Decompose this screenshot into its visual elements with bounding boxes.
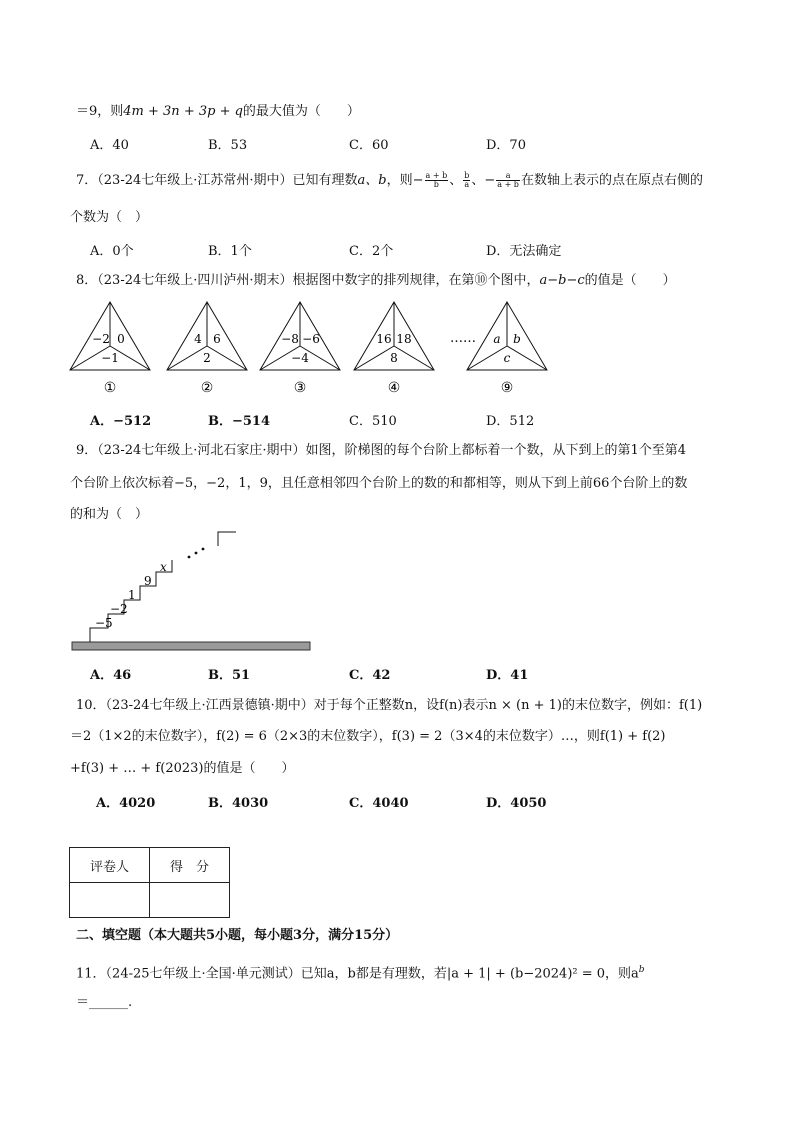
q8-option-d[interactable]: D．512 [486,414,535,429]
q9-step-5: x [160,560,167,574]
q8-t9-left: a [493,332,501,346]
q7-stem-line2: 个数为（ ） [70,210,149,225]
section-2-heading: 二、填空题（本大题共5小题，每小题3分，满分15分） [76,928,399,943]
q9-stem-line1: 9．（23-24七年级上·河北石家庄·期中）如图，阶梯图的每个台阶上都标着一个数，从下到上的第1个至第4 [76,443,687,458]
q10-option-d[interactable]: D．4050 [486,796,547,811]
q6-option-d[interactable]: D．70 [486,138,526,153]
score-table [69,847,230,918]
score-table-grader-cell[interactable] [70,883,150,918]
q7-stem: 7．（23-24七年级上·江苏常州·期中）已知有理数a、b，则− $\frac{a + b}{b}$ 、 $\frac{b}{a}$ 、− $\frac{a}{a + b}$ 在数轴上表示的点在原点右侧的 [76,171,703,189]
q8-t1-left: −2 [92,332,110,346]
q8-t1-right: 0 [117,332,125,346]
q8-option-b[interactable]: B．−514 [208,414,271,429]
q9-option-b[interactable]: B．51 [208,668,251,683]
q9-option-c[interactable]: C．42 [349,668,391,683]
q6-option-a[interactable]: A．40 [90,138,129,153]
q8-triangle-3 [260,302,340,396]
q10-stem-line2: ＝2（1×2的末位数字），f(2) = 6（2×3的末位数字），f(3) = 2（3×4的末位数字）…，则f(1) + f(2) [70,729,666,744]
q6-stem: ＝9，则4m + 3n + 3p + q的最大值为（ ） [76,104,360,119]
q7-option-d[interactable]: D．无法确定 [486,244,562,259]
q8-t2-left: 4 [194,332,202,346]
q8-option-c[interactable]: C．510 [349,414,397,429]
q8-t4-label: ④ [387,380,401,396]
q8-option-a[interactable]: A．−512 [90,414,152,429]
q8-t2-right: 6 [213,332,221,346]
q8-t1-label: ① [103,380,117,396]
q6-option-b[interactable]: B．53 [208,138,248,153]
q8-t3-label: ③ [293,380,307,396]
q9-step-1: −5 [95,616,113,630]
q8-stem: 8．（23-24七年级上·四川泸州·期末）根据图中数字的排列规律，在第⑩个图中，a−b−c的值是（ ） [76,273,676,288]
q10-option-c[interactable]: C．4040 [349,796,409,811]
q9-option-d[interactable]: D．41 [486,668,529,683]
q11-stem-line1: 11．（24-25七年级上·全国·单元测试）已知a，b都是有理数，若|a + 1| + (b−2024)² = 0，则$a^b$ [76,965,645,982]
q9-step-3: 1 [128,588,136,602]
q10-option-b[interactable]: B．4030 [208,796,269,811]
score-table-score-header: 得 分 [150,848,230,883]
q9-stem-line3: 的和为（ ） [70,507,149,522]
q7-option-c[interactable]: C．2个 [349,244,394,259]
q8-triangle-4 [354,302,434,396]
q8-t4-bottom: 8 [390,351,398,365]
q6-option-c[interactable]: C．60 [349,138,389,153]
q8-t9-label: ⑨ [500,380,514,396]
q8-t3-bottom: −4 [291,351,309,365]
q8-t1-bottom: −1 [101,351,119,365]
q7-fraction-3: $\frac{a}{a + b}$ [497,171,519,189]
q10-stem-line1: 10．（23-24七年级上·江西景德镇·期中）对于每个正整数n，设f(n)表示n × (n + 1)的末位数字，例如：f(1) [76,698,703,713]
q8-t3-right: −6 [302,332,320,346]
q8-t2-label: ② [200,380,214,396]
q9-option-a[interactable]: A．46 [90,668,132,683]
q7-fraction-1: $\frac{a + b}{b}$ [425,171,448,189]
q8-triangle-1 [70,302,150,396]
q8-ellipsis: …… [450,331,476,346]
score-table-grader-header: 评卷人 [70,848,150,883]
q10-option-a[interactable]: A．4020 [96,796,156,811]
q8-t4-left: 16 [376,332,392,346]
q7-option-a[interactable]: A．0个 [90,244,134,259]
score-table-score-cell[interactable] [150,883,230,918]
q8-t4-right: 18 [396,332,412,346]
q9-step-4: 9 [144,574,152,588]
q8-t9-bottom: c [503,351,511,365]
q8-triangle-2 [167,302,247,396]
q8-t9-right: b [513,332,521,346]
q7-fraction-2: $\frac{b}{a}$ [464,171,470,189]
q9-stem-line2: 个台阶上依次标着−5，−2，1，9，且任意相邻四个台阶上的数的和都相等，则从下到上前66个台阶上的数 [70,476,688,491]
q10-stem-line3: +f(3) + … + f(2023)的值是（ ） [70,761,295,776]
q8-triangle-9 [467,302,547,396]
q9-step-2: −2 [110,602,128,616]
q9-staircase [72,532,310,650]
q11-answer-blank[interactable]: ＝______. [76,995,133,1010]
q7-option-b[interactable]: B．1个 [208,244,252,259]
q8-t2-bottom: 2 [203,351,211,365]
q8-t3-left: −8 [281,332,299,346]
